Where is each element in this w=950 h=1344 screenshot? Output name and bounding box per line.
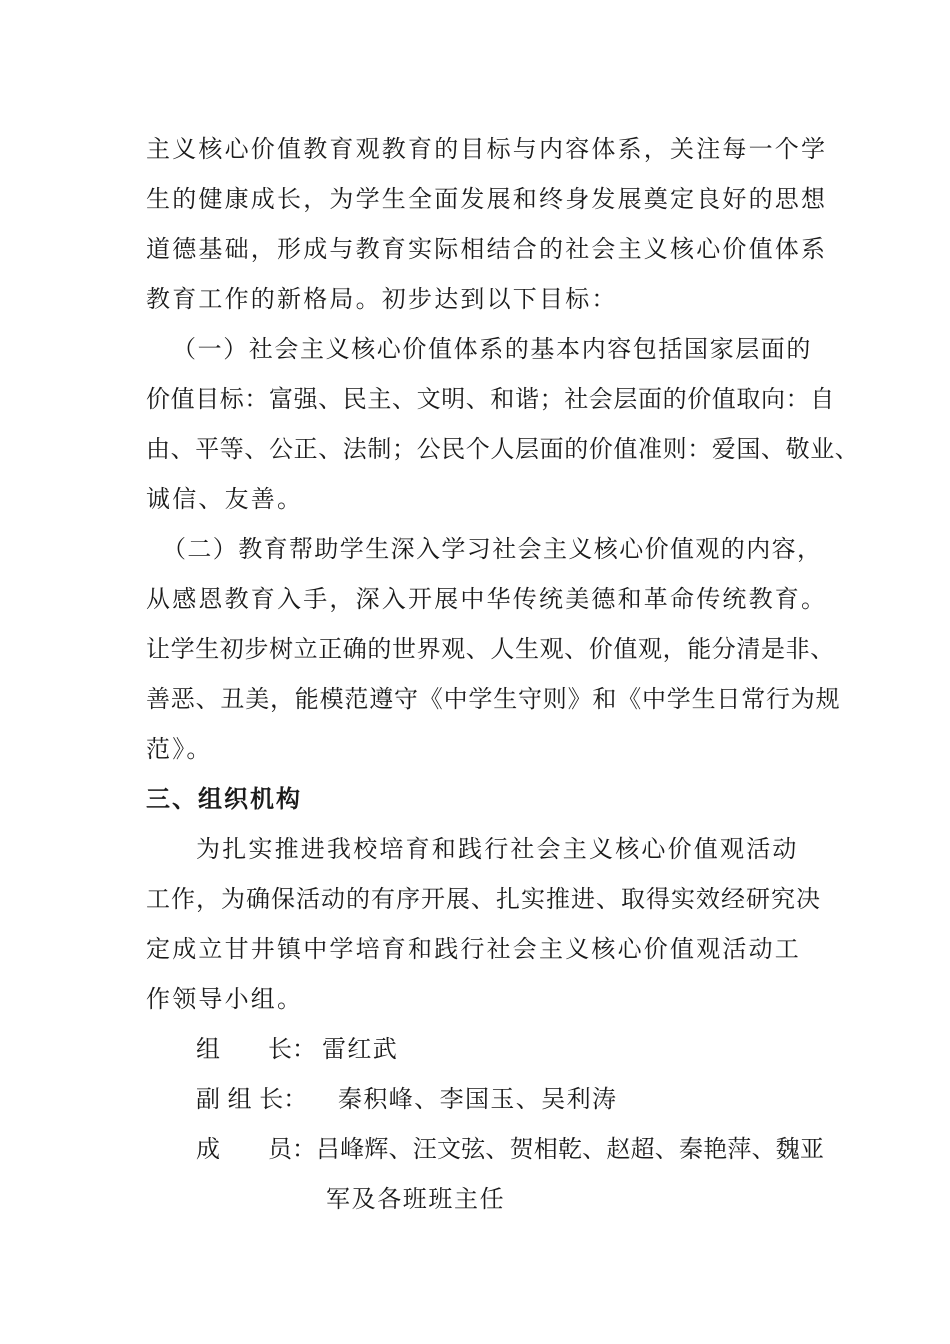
- section-paragraph-line: 工作，为确保活动的有序开展、扎实推进、取得实效经研究决: [146, 885, 821, 913]
- list-item-1-line: 诚信、友善。: [146, 485, 304, 513]
- member-names: 吕峰辉、汪文弦、贺相乾、赵超、秦艳萍、魏亚: [316, 1135, 825, 1163]
- section-paragraph-line: 作领导小组。: [146, 985, 304, 1013]
- section-heading: 三、组织机构: [146, 785, 302, 813]
- list-item-1-line: 由、平等、公正、法制；公民个人层面的价值准则：爱国、敬业、: [146, 435, 860, 463]
- section-paragraph-line: 为扎实推进我校培育和践行社会主义核心价值观活动: [196, 835, 799, 863]
- paragraph-line: 道德基础，形成与教育实际相结合的社会主义核心价值体系: [146, 235, 828, 263]
- list-item-2-line: 从感恩教育入手，深入开展中华传统美德和革命传统教育。: [146, 585, 828, 613]
- list-item-2-line: 范》。: [146, 735, 213, 763]
- member-names: 雷红武: [322, 1035, 399, 1063]
- list-item-2-line: 善恶、丑美，能模范遵守《中学生守则》和《中学生日常行为规: [146, 685, 841, 713]
- member-names-continuation: 军及各班班主任: [326, 1185, 506, 1213]
- paragraph-line: 主义核心价值教育观教育的目标与内容体系，关注每一个学: [146, 135, 828, 163]
- paragraph-line: 教育工作的新格局。初步达到以下目标：: [146, 285, 618, 313]
- member-role-label: 组 长：: [196, 1035, 316, 1063]
- paragraph-line: 生的健康成长，为学生全面发展和终身发展奠定良好的思想: [146, 185, 828, 213]
- list-item-2-line: 让学生初步树立正确的世界观、人生观、价值观，能分清是非、: [146, 635, 835, 663]
- member-names: 秦积峰、李国玉、吴利涛: [338, 1085, 618, 1113]
- member-role-label: 副 组 长：: [196, 1085, 308, 1113]
- list-item-2-line: （二）教育帮助学生深入学习社会主义核心价值观的内容，: [162, 535, 823, 563]
- section-paragraph-line: 定成立甘井镇中学培育和践行社会主义核心价值观活动工: [146, 935, 801, 963]
- list-item-1-line: 价值目标：富强、民主、文明、和谐；社会层面的价值取向：自: [146, 385, 835, 413]
- list-item-1-line: （一）社会主义核心价值体系的基本内容包括国家层面的: [172, 335, 812, 363]
- member-role-label: 成 员：: [196, 1135, 316, 1163]
